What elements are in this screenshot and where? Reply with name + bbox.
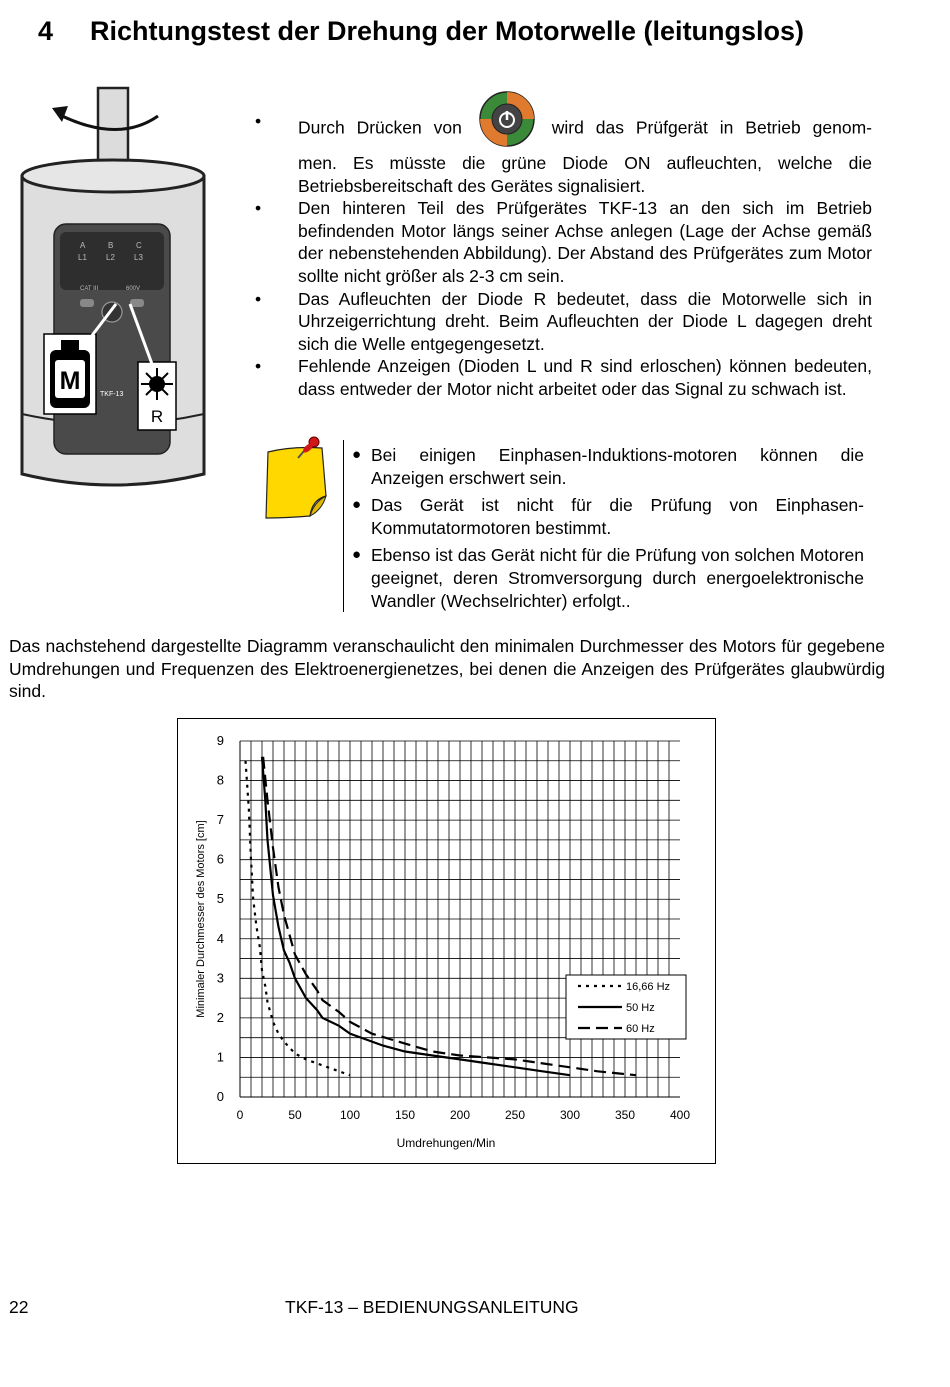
y-tick-label: 4 <box>216 930 224 946</box>
chart-frame <box>177 718 716 1164</box>
instruction-text: Fehlende Anzeigen (Dioden L und R sind erloschen) können bedeuten, dass entweder der Motor nicht arbeitet oder das Signal zu schwach ist. <box>298 356 872 399</box>
power-button-icon <box>478 90 536 148</box>
x-tick-label: 100 <box>339 1108 361 1122</box>
device-key-c: C <box>136 241 142 250</box>
x-tick-label: 400 <box>669 1108 691 1122</box>
device-model-label: TKF-13 <box>100 391 124 398</box>
legend-label: 50 Hz <box>626 1002 655 1014</box>
instruction-text-post: wird das Prüfgerät in Betrieb genom- <box>551 117 872 138</box>
instruction-item: • Durch Drücken von wird das Prüfgerät in Betrieb genom- men. Es müsste die grüne Diode ON aufleuchten, welche die Betriebsbereitschaft des Gerätes signalisiert. <box>255 110 872 197</box>
y-tick-label: 0 <box>216 1089 224 1104</box>
x-tick-label: 300 <box>559 1108 581 1122</box>
note-list <box>352 444 864 617</box>
device-key-l2: L2 <box>106 253 115 262</box>
chart-intro-paragraph: Das nachstehend dargestellte Diagramm veranschaulicht den minimalen Durchmesser des Motors für gegebene Umdrehungen und Frequenzen des Elektroenergienetzes, bei denen die Anzeigen des Prüfgerätes glaubwürdig sind. <box>9 636 885 702</box>
x-tick-label: 150 <box>394 1108 416 1122</box>
y-tick-label: 5 <box>216 891 224 907</box>
page-number: 22 <box>9 1297 29 1317</box>
x-tick-label: 200 <box>449 1108 471 1122</box>
y-tick-label: 8 <box>216 772 224 788</box>
device-key-l1: L1 <box>78 253 87 262</box>
footer-doc-title: TKF-13 – BEDIENUNGSANLEITUNG <box>285 1297 579 1317</box>
note-divider <box>343 440 344 612</box>
section-heading <box>38 16 804 47</box>
motor-symbol-label: M <box>59 367 81 395</box>
y-tick-label: 2 <box>216 1009 224 1025</box>
x-axis-label: Umdrehungen/Min <box>396 1136 496 1150</box>
legend-label: 60 Hz <box>626 1023 655 1035</box>
section-number: 4 <box>38 16 54 46</box>
y-tick-label: 6 <box>216 851 224 867</box>
note-item: ● Bei einigen Einphasen-Induktions-motoren können die Anzeigen erschwert sein. <box>352 445 864 488</box>
sticky-note-pin-icon <box>262 436 344 522</box>
instruction-item: • Den hinteren Teil des Prüfgerätes TKF-13 an den sich im Betrieb befindenden Motor längs seiner Achse anlegen (Lage der Achse gemäß der nebenstehenden Abbildung). Der Abstand des Prüfgerätes zum Motor sollte nicht größer als 2-3 cm sein. <box>255 198 872 286</box>
x-tick-label: 350 <box>614 1108 636 1122</box>
y-tick-label: 1 <box>216 1049 224 1065</box>
note-text: Das Gerät ist nicht für die Prüfung von Einphasen-Kommutatormotoren bestimmt. <box>371 495 864 538</box>
y-tick-label: 9 <box>216 733 224 748</box>
note-item: ● Ebenso ist das Gerät nicht für die Prüfung von solchen Motoren geeignet, deren Stromversorgung durch energoelektronische Wandler (Wechselrichter) erfolgt.. <box>352 545 864 611</box>
note-text: Bei einigen Einphasen-Induktions-motoren können die Anzeigen erschwert sein. <box>371 445 864 488</box>
y-axis-label: Minimaler Durchmesser des Motors [cm] <box>195 820 207 1018</box>
note-text: Ebenso ist das Gerät nicht für die Prüfung von solchen Motoren geeignet, deren Stromversorgung durch energoelektronische Wandler (Wechselrichter) erfolgt.. <box>371 545 864 611</box>
instruction-text-rest: men. Es müsste die grüne Diode ON aufleuchten, welche die Betriebsbereitschaft des Gerätes signalisiert. <box>298 153 872 196</box>
note-item: ● Das Gerät ist nicht für die Prüfung von Einphasen-Kommutatormotoren bestimmt. <box>352 495 864 538</box>
y-tick-label: 7 <box>216 812 224 828</box>
instruction-text-pre: Durch Drücken von <box>298 117 462 138</box>
diode-r-label: R <box>150 407 164 426</box>
x-tick-label: 250 <box>504 1108 526 1122</box>
diameter-vs-rpm-chart <box>178 719 715 1163</box>
device-voltage-label: 600V <box>126 286 141 292</box>
y-tick-label: 3 <box>216 970 224 986</box>
instruction-item: • Fehlende Anzeigen (Dioden L und R sind erloschen) können bedeuten, dass entweder der Motor nicht arbeitet oder das Signal zu schwach ist. <box>255 356 872 399</box>
instruction-item: • Das Aufleuchten der Diode R bedeutet, dass die Motorwelle sich in Uhrzeigerrichtung dreht. Beim Aufleuchten der Diode L dagegen dreht sich die Welle entgegengesetzt. <box>255 288 872 354</box>
device-key-l3: L3 <box>134 253 143 262</box>
legend-label: 16,66 Hz <box>626 981 671 993</box>
x-tick-label: 0 <box>236 1108 244 1122</box>
section-title: Richtungstest der Drehung der Motorwelle (leitungslos) <box>90 16 805 46</box>
instruction-list <box>255 110 872 401</box>
device-cat-label: CAT III <box>80 286 99 292</box>
instruction-text: Das Aufleuchten der Diode R bedeutet, dass die Motorwelle sich in Uhrzeigerrichtung dreht. Beim Aufleuchten der Diode L dagegen dreht sich die Welle entgegengesetzt. <box>298 288 872 354</box>
x-tick-label: 50 <box>288 1108 302 1122</box>
device-key-b: B <box>108 241 114 250</box>
series-line-1 <box>246 761 351 1075</box>
device-key-a: A <box>80 241 86 250</box>
instruction-text: Den hinteren Teil des Prüfgerätes TKF-13 an den sich im Betrieb befindenden Motor längs seiner Achse anlegen (Lage der Achse gemäß der nebenstehenden Abbildung). Der Abstand des Prüfgerätes zum Motor sollte nicht größer als 2-3 cm sein. <box>298 198 872 286</box>
motor-tester-illustration <box>18 84 208 494</box>
